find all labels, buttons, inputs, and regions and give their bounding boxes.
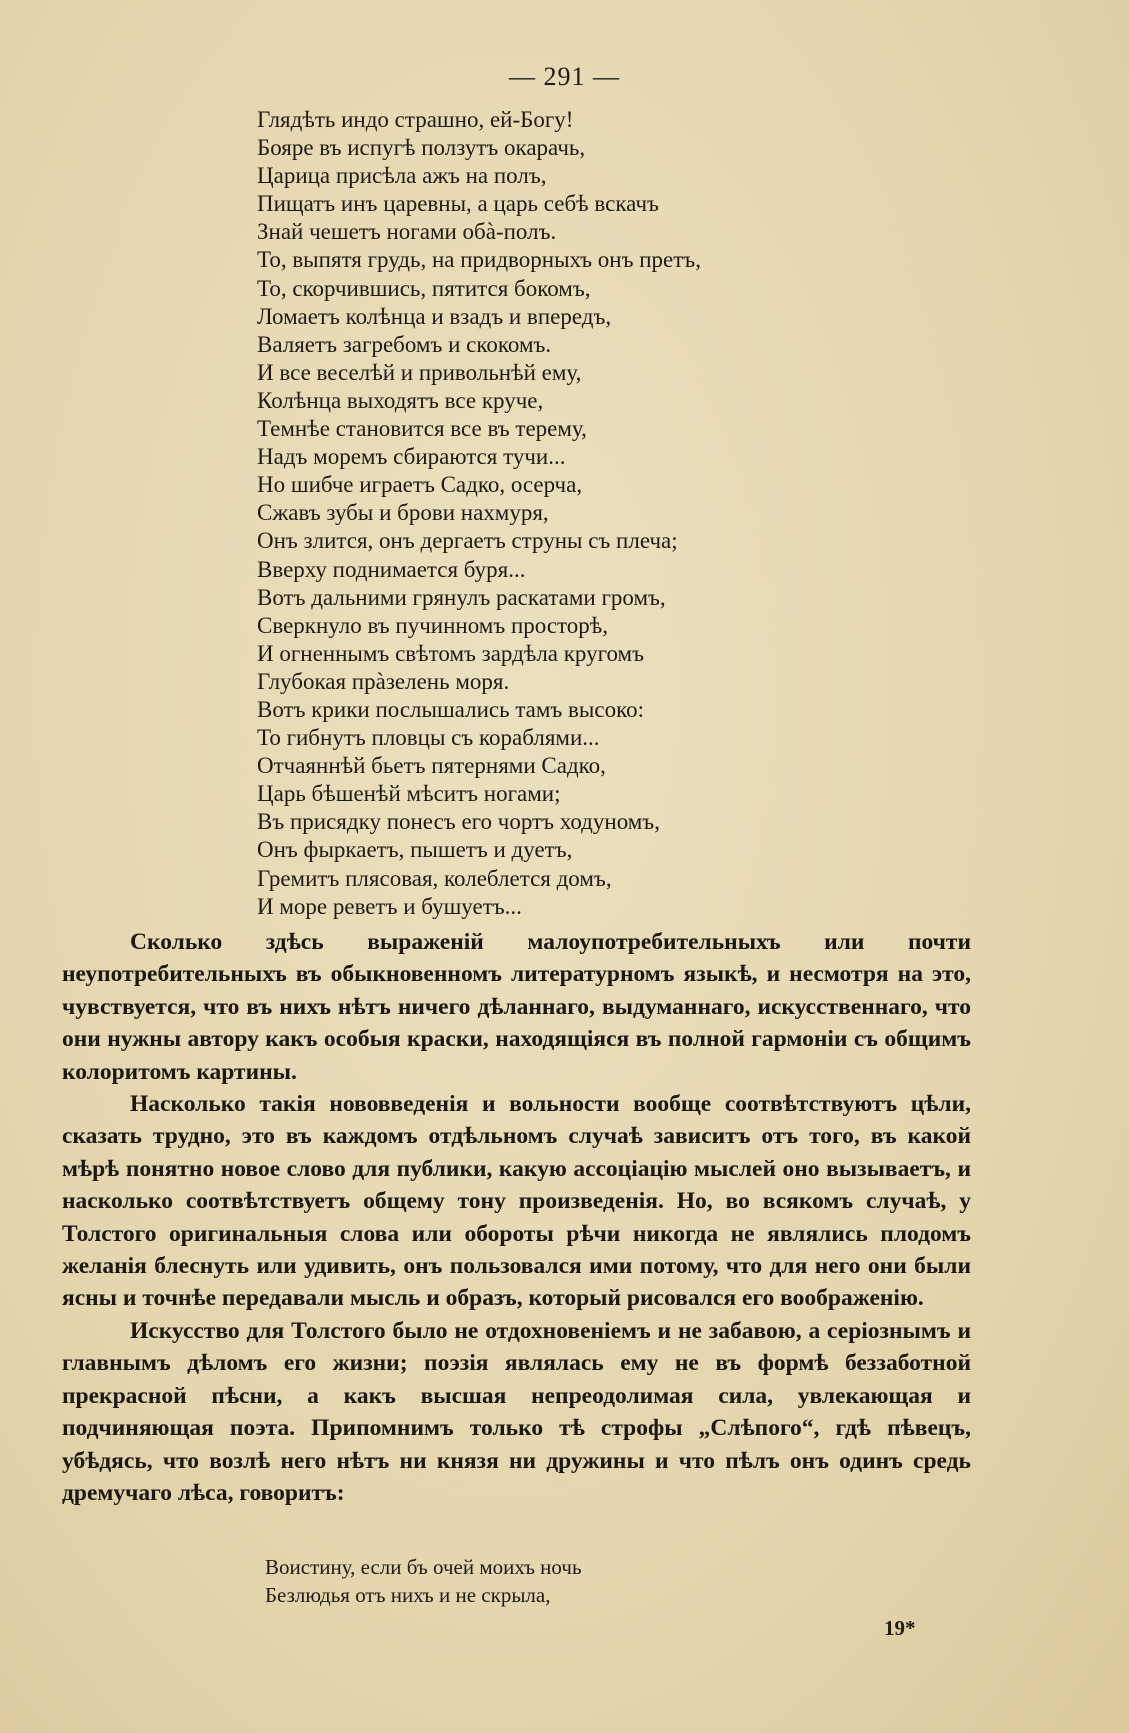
verse-line: Знай чешетъ ногами обà-полъ. [257, 219, 557, 245]
verse-line: То, выпятя грудь, на придворныхъ онъ претъ, [257, 247, 701, 273]
signature-mark: 19* [884, 1616, 916, 1640]
paragraph: Насколько такія нововведенія и вольности вообще соотвѣтствуютъ цѣли, сказать трудно, это въ каждомъ отдѣльномъ случаѣ зависитъ отъ того, въ какой мѣрѣ понятно новое слово для публики, какую ассоціацію мыслей оно вызываетъ, и насколько соотвѣтствуетъ общему тону произведенія. Но, во всякомъ случаѣ, у Толстого оригинальныя слова или обороты рѣчи никогда не являлись плодомъ желанія блеснуть или удивить, онъ пользовался ими потому, что для него они были ясны и точнѣе передавали мысль и образъ, который рисовался его воображенію. [62, 1091, 971, 1312]
verse-line: Царица присѣла ажъ на полъ, [257, 163, 547, 189]
verse-line: Сжавъ зубы и брови нахмуря, [257, 500, 549, 526]
verse-line: Вотъ дальними грянулъ раскатами громъ, [257, 584, 666, 610]
verse-line: Глядѣть индо страшно, ей-Богу! [257, 107, 574, 132]
verse-line: Вотъ крики послышались тамъ высоко: [257, 696, 644, 722]
verse-line: Гремитъ плясовая, колеблется домъ, [257, 865, 612, 891]
verse-line: Колѣнца выходятъ все круче, [257, 387, 544, 413]
prose-block [62, 926, 971, 1509]
verse-line: Сверкнуло въ пучинномъ просторѣ, [257, 612, 609, 638]
verse-line: Воистину, если бъ очей моихъ ночь [265, 1555, 582, 1579]
verse-block [257, 106, 817, 921]
verse-line: И все веселѣй и привольнѣй ему, [257, 359, 582, 385]
verse-line: Пищатъ инъ царевны, а царь себѣ вскачъ [257, 191, 659, 217]
verse-line: Надъ моремъ сбираются тучи... [257, 444, 566, 470]
verse-line: И огненнымъ свѣтомъ зардѣла кругомъ [257, 640, 645, 666]
paragraph: Сколько здѣсь выраженій малоупотребительныхъ или почти неупотребительныхъ въ обыкновенномъ литературномъ языкѣ, и несмотря на это, чувствуется, что въ нихъ нѣтъ ничего дѣланнаго, выдуманнаго, искусственнаго, что они нужны автору какъ особыя краски, находящіяся въ полной гармоніи съ общимъ колоритомъ картины. [62, 929, 971, 1085]
verse-line: Валяетъ загребомъ и скокомъ. [257, 331, 552, 357]
verse-line: Онъ фыркаетъ, пышетъ и дуетъ, [257, 837, 573, 863]
verse-line: Но шибче играетъ Садко, осерча, [257, 472, 583, 498]
verse-line: Темнѣе становится все въ терему, [257, 416, 587, 442]
verse-line: Ломаетъ колѣнца и взадъ и впередъ, [257, 303, 612, 329]
verse-line: И море реветъ и бушуетъ... [257, 893, 522, 919]
verse-line: Онъ злится, онъ дергаетъ струны съ плеча; [257, 528, 678, 554]
verse-line: Безлюдья отъ нихъ и не скрыла, [265, 1583, 551, 1607]
verse-line: То, скорчившись, пятится бокомъ, [257, 275, 591, 301]
verse-line: Царь бѣшенѣй мѣситъ ногами; [257, 781, 561, 807]
verse-line: Глубокая прàзелень моря. [257, 668, 510, 694]
paragraph: Искусство для Толстого было не отдохновеніемъ и не забавою, а серіознымъ и главнымъ дѣломъ его жизни; поэзія являлась ему не въ формѣ беззаботной прекрасной пѣсни, а какъ высшая непреодолимая сила, увлекающая и подчиняющая поэта. Припомнимъ только тѣ строфы „Слѣпого“, гдѣ пѣвецъ, убѣдясь, что возлѣ него нѣтъ ни князя ни дружины и что пѣлъ онъ одинъ средь дремучаго лѣса, говоритъ: [62, 1317, 971, 1506]
verse-line: То гибнутъ пловцы съ кораблями... [257, 725, 600, 751]
verse-quote-block [265, 1553, 582, 1609]
verse-line: Въ присядку понесъ его чортъ ходуномъ, [257, 809, 660, 835]
verse-line: Вверху поднимается буря... [257, 556, 526, 582]
page-number: — 291 — [509, 62, 620, 91]
verse-line: Отчаяннѣй бьетъ пятернями Садко, [257, 753, 606, 779]
verse-line: Бояре въ испугѣ ползутъ окарачь, [257, 135, 586, 161]
